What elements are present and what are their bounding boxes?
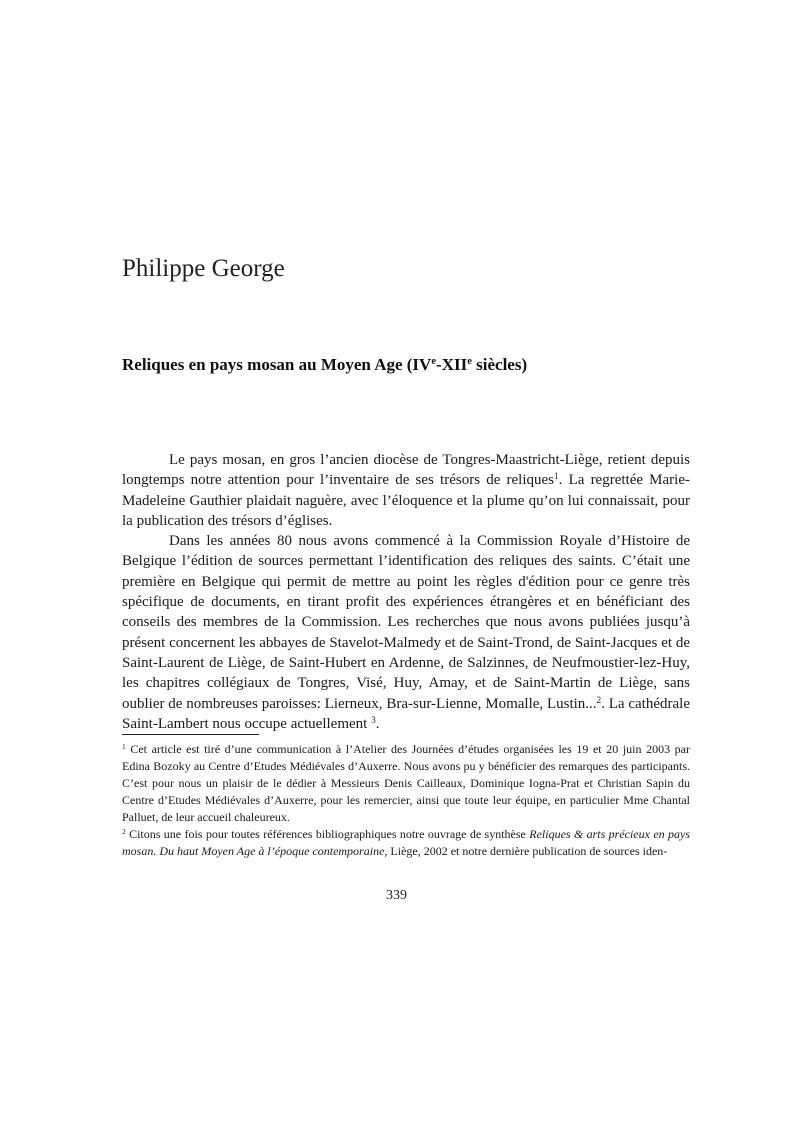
paragraph-2-text-b: . La cathédrale Saint-Lambert nous occupe actuellement xyxy=(122,695,690,732)
page-number: 339 xyxy=(386,888,407,903)
title-text-mid: -XII xyxy=(436,355,468,374)
title-superscript-e: e xyxy=(431,356,437,368)
footnote-separator xyxy=(122,734,259,735)
paragraph-2 xyxy=(122,531,690,734)
footnote-2-book-title: Reliques & arts précieux en pays mosan. Du haut Moyen Age à l’époque contemporaine xyxy=(122,827,690,858)
footnote-2-text-a: Citons une fois pour toutes références bibliographiques notre ouvrage de synthèse xyxy=(125,827,530,841)
footnote-ref-1[interactable]: 1 xyxy=(554,472,559,483)
footnote-ref-2[interactable]: 2 xyxy=(596,695,602,706)
body-text xyxy=(122,450,690,734)
paragraph-2-text-c: . xyxy=(375,715,380,732)
footnote-2-number: 2 xyxy=(122,826,126,836)
article-title xyxy=(122,355,527,375)
footnote-2-text-b: , Liège, 2002 et notre dernière publication de sources iden- xyxy=(384,844,668,858)
title-superscript-e: e xyxy=(467,356,472,368)
footnote-ref-3[interactable]: 3 xyxy=(371,715,376,726)
author-name: Philippe George xyxy=(122,255,285,282)
footnote-1-text: Cet article est tiré d’une communication à l’Atelier des Journées d’études organisées les 19 et 20 juin 2003 par Edina Bozoky au Centre d’Etudes Médiévales d’Auxerre. Nous avons pu y bénéficier des remarques des participants. C’est pour nous un plaisir de le dédier à Messieurs Denis Cailleaux, Dominique Iogna-Prat et Christian Sapin du Centre d’Etudes Médiévales d’Auxerre, pour les remercier, ainsi que toute leur équipe, en particulier Mme Chantal Palluet, de leur accueil chaleureux. xyxy=(122,742,690,824)
footnote-1 xyxy=(122,741,690,826)
paragraph-2-text-a: Dans les années 80 nous avons commencé à la Commission Royale d’Histoire de Belgique l’édition de sources permettant l’identification des reliques des saints. C’était une première en Belgique qui permit de mettre au point les règles d'édition pour ce genre très spécifique de documents, en tirant profit des expériences étrangères et en bénéficiant des conseils des membres de la Commission. Les recherches que nous avons publiées jusqu’à présent concernent les abbayes de Stavelot-Malmedy et de Saint-Trond, de Saint-Jacques et de Saint-Laurent de Liège, de Saint-Hubert en Ardenne, de Salzinnes, de Neufmoustier-lez-Huy, les chapitres collégiaux de Tongres, Visé, Huy, Amay, et de Saint-Martin de Liège, sans oublier de nombreuses paroisses: Lierneux, Bra-sur-Lienne, Momalle, Lustin... xyxy=(122,533,690,712)
footnote-1-number: 1 xyxy=(122,741,126,751)
paragraph-1-text-b: . La regrettée Marie-Madeleine Gauthier plaidait naguère, avec l’éloquence et la plume qu’on lui connaissait, pour la publication des trésors d’églises. xyxy=(122,472,690,529)
footnotes xyxy=(122,741,690,860)
title-text-main: Reliques en pays mosan au Moyen Age (IV xyxy=(122,355,432,374)
footnote-2 xyxy=(122,826,690,860)
paragraph-1-text-a: Le pays mosan, en gros l’ancien diocèse de Tongres-Maastricht-Liège, retient depuis longtemps notre attention pour l’inventaire de ses trésors de reliques xyxy=(122,452,690,489)
paragraph-1 xyxy=(122,450,690,531)
title-text-end: siècles) xyxy=(471,355,528,374)
